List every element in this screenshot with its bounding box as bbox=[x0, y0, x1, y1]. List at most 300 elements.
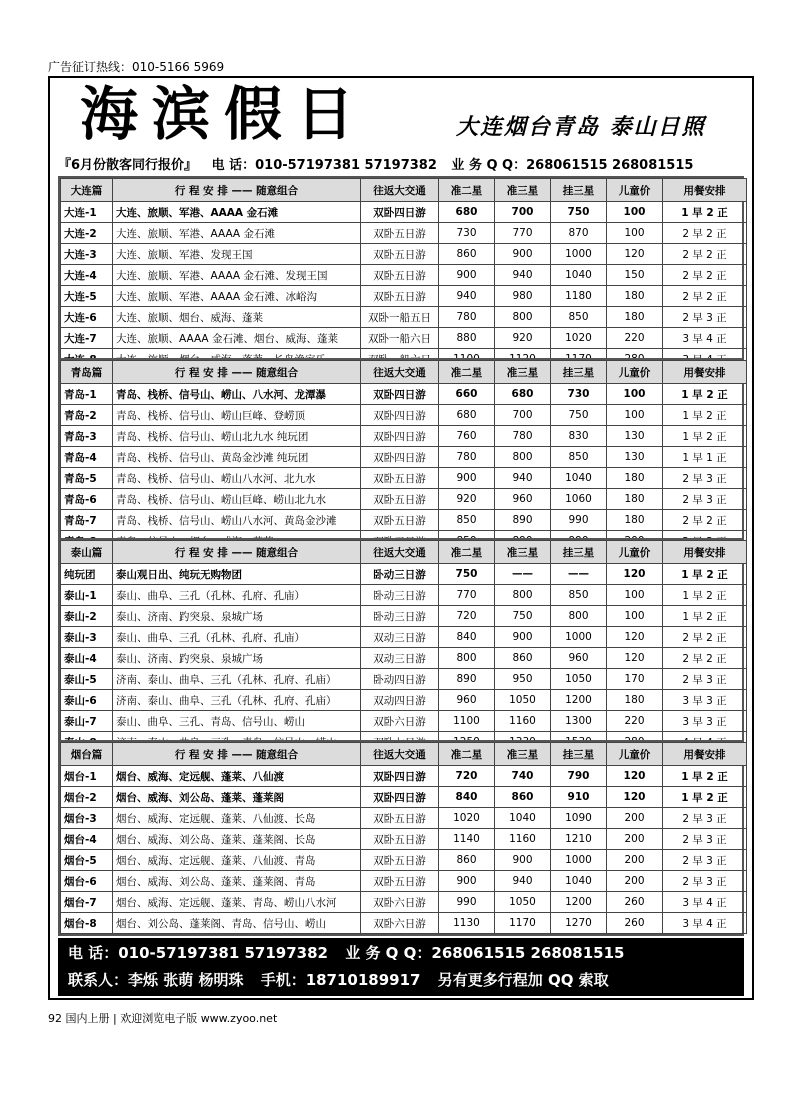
contact-line-1 bbox=[68, 940, 734, 967]
route-code: 大连-6 bbox=[61, 307, 113, 328]
table-row bbox=[61, 892, 747, 913]
table-row bbox=[61, 405, 747, 426]
price-star3: 780 bbox=[495, 426, 551, 447]
transport-cell: 双卧五日游 bbox=[361, 510, 439, 531]
route-cell: 泰山、济南、趵突泉、泉城广场 bbox=[113, 648, 361, 669]
price-star3b: 1060 bbox=[551, 489, 607, 510]
child-price: 120 bbox=[607, 244, 663, 265]
meals-cell: 2 早 3 正 bbox=[663, 307, 747, 328]
meals-cell: 2 早 2 正 bbox=[663, 223, 747, 244]
child-price: 120 bbox=[607, 648, 663, 669]
transport-header: 往返大交通 bbox=[361, 361, 439, 384]
section-title: 青岛篇 bbox=[61, 361, 113, 384]
route-cell: 青岛、栈桥、信号山、黄岛金沙滩 纯玩团 bbox=[113, 447, 361, 468]
meals-cell: 1 早 2 正 bbox=[663, 766, 747, 787]
star3b-header: 挂三星 bbox=[551, 541, 607, 564]
meals-header: 用餐安排 bbox=[663, 541, 747, 564]
headline-label: 『6月份散客同行报价』 bbox=[58, 158, 198, 173]
meals-cell: 3 早 3 正 bbox=[663, 690, 747, 711]
table-row bbox=[61, 585, 747, 606]
section-title: 大连篇 bbox=[61, 179, 113, 202]
page-footer: 92 国内上册 | 欢迎浏览电子版 www.zyoo.net bbox=[48, 1012, 278, 1025]
transport-cell: 双卧五日游 bbox=[361, 223, 439, 244]
price-star3b: 1200 bbox=[551, 892, 607, 913]
price-star3: 920 bbox=[495, 328, 551, 349]
transport-cell: 双卧四日游 bbox=[361, 426, 439, 447]
route-cell: 泰山、曲阜、三孔（孔林、孔府、孔庙） bbox=[113, 585, 361, 606]
route-cell: 大连、旅顺、军港、AAAA 金石滩 bbox=[113, 223, 361, 244]
transport-header: 往返大交通 bbox=[361, 743, 439, 766]
price-star3b: 1040 bbox=[551, 265, 607, 286]
price-star3: 900 bbox=[495, 627, 551, 648]
table-row bbox=[61, 328, 747, 349]
child-price: 100 bbox=[607, 202, 663, 223]
price-star2: 880 bbox=[439, 328, 495, 349]
price-star3: 700 bbox=[495, 202, 551, 223]
route-cell: 青岛、栈桥、信号山、崂山八水河、黄岛金沙滩 bbox=[113, 510, 361, 531]
route-code: 泰山-1 bbox=[61, 585, 113, 606]
meals-cell: 1 早 1 正 bbox=[663, 447, 747, 468]
meals-cell: 2 早 2 正 bbox=[663, 648, 747, 669]
route-code: 烟台-7 bbox=[61, 892, 113, 913]
price-star3b: 750 bbox=[551, 202, 607, 223]
route-cell: 大连、旅顺、军港、AAAA 金石滩 bbox=[113, 202, 361, 223]
child-price: 100 bbox=[607, 606, 663, 627]
price-star2: 1100 bbox=[439, 711, 495, 732]
table-row bbox=[61, 808, 747, 829]
child-price: 120 bbox=[607, 766, 663, 787]
price-star3b: 870 bbox=[551, 223, 607, 244]
route-cell: 青岛、栈桥、信号山、崂山、八水河、龙潭瀑 bbox=[113, 384, 361, 405]
price-star2: 760 bbox=[439, 426, 495, 447]
child-price: 100 bbox=[607, 223, 663, 244]
table-row bbox=[61, 265, 747, 286]
price-star3b: 990 bbox=[551, 510, 607, 531]
route-cell: 青岛、栈桥、信号山、崂山八水河、北九水 bbox=[113, 468, 361, 489]
meals-cell: 2 早 3 正 bbox=[663, 829, 747, 850]
transport-cell: 双动三日游 bbox=[361, 627, 439, 648]
route-cell: 烟台、威海、定远舰、蓬莱、青岛、崂山八水河 bbox=[113, 892, 361, 913]
child-price: 180 bbox=[607, 286, 663, 307]
meals-cell: 1 早 2 正 bbox=[663, 787, 747, 808]
transport-cell: 双卧四日游 bbox=[361, 787, 439, 808]
table-row bbox=[61, 850, 747, 871]
price-star3: 800 bbox=[495, 585, 551, 606]
table-row bbox=[61, 690, 747, 711]
ad-hotline: 广告征订热线：010-5166 5969 bbox=[48, 60, 225, 74]
price-star3: 900 bbox=[495, 244, 551, 265]
price-star3: 940 bbox=[495, 468, 551, 489]
price-star2: 860 bbox=[439, 244, 495, 265]
price-star2: 890 bbox=[439, 669, 495, 690]
contact-bar bbox=[58, 938, 744, 996]
price-star2: 780 bbox=[439, 447, 495, 468]
transport-header: 往返大交通 bbox=[361, 179, 439, 202]
transport-cell: 双卧五日游 bbox=[361, 489, 439, 510]
price-star2: 770 bbox=[439, 585, 495, 606]
transport-header: 往返大交通 bbox=[361, 541, 439, 564]
route-code: 烟台-1 bbox=[61, 766, 113, 787]
transport-cell: 卧动三日游 bbox=[361, 564, 439, 585]
price-star3: 800 bbox=[495, 307, 551, 328]
headline-phone: 电 话：010-57197381 57197382 bbox=[211, 158, 437, 173]
transport-cell: 卧动四日游 bbox=[361, 669, 439, 690]
contact-qq: 业 务 Q Q：268061515 268081515 bbox=[345, 944, 625, 962]
route-code: 大连-5 bbox=[61, 286, 113, 307]
route-cell: 泰山、曲阜、三孔、青岛、信号山、崂山 bbox=[113, 711, 361, 732]
price-star3b: 850 bbox=[551, 307, 607, 328]
child-price: 150 bbox=[607, 265, 663, 286]
itinerary-header: 行 程 安 排 —— 随意组合 bbox=[113, 743, 361, 766]
price-star2: 730 bbox=[439, 223, 495, 244]
table-row bbox=[61, 426, 747, 447]
route-code: 大连-2 bbox=[61, 223, 113, 244]
route-code: 大连-3 bbox=[61, 244, 113, 265]
price-table bbox=[60, 742, 747, 934]
route-cell: 烟台、威海、刘公岛、蓬莱、蓬莱阁、青岛 bbox=[113, 871, 361, 892]
table-row bbox=[61, 648, 747, 669]
contact-phone: 电 话：010-57197381 57197382 bbox=[68, 944, 328, 962]
route-code: 烟台-6 bbox=[61, 871, 113, 892]
price-star3: 1050 bbox=[495, 892, 551, 913]
price-table bbox=[60, 540, 747, 753]
route-cell: 济南、泰山、曲阜、三孔（孔林、孔府、孔庙） bbox=[113, 669, 361, 690]
price-star3b: 1020 bbox=[551, 328, 607, 349]
table-row bbox=[61, 244, 747, 265]
child-price: 180 bbox=[607, 510, 663, 531]
route-cell: 大连、旅顺、AAAA 金石滩、烟台、威海、蓬莱 bbox=[113, 328, 361, 349]
price-star2: 1140 bbox=[439, 829, 495, 850]
headline bbox=[58, 154, 703, 173]
transport-cell: 卧动三日游 bbox=[361, 606, 439, 627]
transport-cell: 双卧六日游 bbox=[361, 711, 439, 732]
price-star3: 860 bbox=[495, 648, 551, 669]
price-star3b: 1270 bbox=[551, 913, 607, 934]
table-row bbox=[61, 489, 747, 510]
route-code: 青岛-6 bbox=[61, 489, 113, 510]
table-row bbox=[61, 606, 747, 627]
transport-cell: 双动三日游 bbox=[361, 648, 439, 669]
price-star2: 840 bbox=[439, 627, 495, 648]
star2-header: 准二星 bbox=[439, 179, 495, 202]
itinerary-header: 行 程 安 排 —— 随意组合 bbox=[113, 541, 361, 564]
price-star3b: 1050 bbox=[551, 669, 607, 690]
child-header: 儿童价 bbox=[607, 541, 663, 564]
price-star2: 960 bbox=[439, 690, 495, 711]
meals-cell: 2 早 3 正 bbox=[663, 871, 747, 892]
meals-cell: 2 早 3 正 bbox=[663, 468, 747, 489]
meals-header: 用餐安排 bbox=[663, 361, 747, 384]
meals-cell: 3 早 4 正 bbox=[663, 913, 747, 934]
transport-cell: 双卧五日游 bbox=[361, 265, 439, 286]
price-star2: 940 bbox=[439, 286, 495, 307]
star3b-header: 挂三星 bbox=[551, 179, 607, 202]
table-row bbox=[61, 447, 747, 468]
transport-cell: 双卧五日游 bbox=[361, 871, 439, 892]
price-star2: 1020 bbox=[439, 808, 495, 829]
route-cell: 青岛、栈桥、信号山、崂山巨峰、崂山北九水 bbox=[113, 489, 361, 510]
price-star2: 680 bbox=[439, 202, 495, 223]
price-star2: 720 bbox=[439, 606, 495, 627]
price-star3b: 850 bbox=[551, 585, 607, 606]
meals-cell: 1 早 2 正 bbox=[663, 426, 747, 447]
section-table bbox=[58, 740, 744, 936]
child-price: 100 bbox=[607, 405, 663, 426]
route-code: 大连-7 bbox=[61, 328, 113, 349]
table-row bbox=[61, 871, 747, 892]
meals-cell: 2 早 3 正 bbox=[663, 489, 747, 510]
table-row bbox=[61, 669, 747, 690]
price-star3: 960 bbox=[495, 489, 551, 510]
price-star3: 940 bbox=[495, 871, 551, 892]
child-price: 120 bbox=[607, 564, 663, 585]
meals-cell: 1 早 2 正 bbox=[663, 202, 747, 223]
brand-subtitle: 大连烟台青岛 泰山日照 bbox=[456, 114, 706, 140]
meals-cell: 3 早 3 正 bbox=[663, 711, 747, 732]
contact-line-2 bbox=[68, 967, 734, 994]
transport-cell: 双卧五日游 bbox=[361, 808, 439, 829]
price-star3: 860 bbox=[495, 787, 551, 808]
star3-header: 准三星 bbox=[495, 541, 551, 564]
meals-cell: 2 早 3 正 bbox=[663, 669, 747, 690]
price-star3: 1040 bbox=[495, 808, 551, 829]
price-star3: 700 bbox=[495, 405, 551, 426]
section-table bbox=[58, 176, 744, 372]
section-table bbox=[58, 358, 744, 554]
brand-title: 海滨假日 bbox=[80, 80, 369, 148]
route-cell: 烟台、刘公岛、蓬莱阁、青岛、信号山、崂山 bbox=[113, 913, 361, 934]
meals-cell: 3 早 4 正 bbox=[663, 328, 747, 349]
route-cell: 大连、旅顺、军港、AAAA 金石滩、发现王国 bbox=[113, 265, 361, 286]
child-price: 100 bbox=[607, 384, 663, 405]
table-row bbox=[61, 468, 747, 489]
meals-cell: 2 早 3 正 bbox=[663, 850, 747, 871]
route-code: 烟台-4 bbox=[61, 829, 113, 850]
route-cell: 大连、旅顺、烟台、威海、蓬莱 bbox=[113, 307, 361, 328]
transport-cell: 双卧四日游 bbox=[361, 202, 439, 223]
child-price: 220 bbox=[607, 711, 663, 732]
route-code: 烟台-5 bbox=[61, 850, 113, 871]
price-star3b: 1180 bbox=[551, 286, 607, 307]
price-star3: 890 bbox=[495, 510, 551, 531]
child-price: 220 bbox=[607, 328, 663, 349]
price-star3: 1160 bbox=[495, 711, 551, 732]
route-cell: 泰山、曲阜、三孔（孔林、孔府、孔庙） bbox=[113, 627, 361, 648]
price-star3: 1170 bbox=[495, 913, 551, 934]
meals-header: 用餐安排 bbox=[663, 743, 747, 766]
price-star3b: 1200 bbox=[551, 690, 607, 711]
price-star2: 720 bbox=[439, 766, 495, 787]
child-price: 100 bbox=[607, 585, 663, 606]
transport-cell: 双卧四日游 bbox=[361, 405, 439, 426]
contact-more: 另有更多行程加 QQ 索取 bbox=[437, 971, 609, 989]
transport-cell: 双卧五日游 bbox=[361, 850, 439, 871]
price-star2: 800 bbox=[439, 648, 495, 669]
price-table bbox=[60, 178, 747, 370]
price-star3b: 800 bbox=[551, 606, 607, 627]
route-code: 大连-4 bbox=[61, 265, 113, 286]
price-star3b: 1300 bbox=[551, 711, 607, 732]
route-code: 青岛-5 bbox=[61, 468, 113, 489]
price-star3b: 750 bbox=[551, 405, 607, 426]
price-star3: 980 bbox=[495, 286, 551, 307]
route-code: 烟台-8 bbox=[61, 913, 113, 934]
table-row bbox=[61, 564, 747, 585]
price-star3b: 730 bbox=[551, 384, 607, 405]
route-code: 泰山-3 bbox=[61, 627, 113, 648]
transport-cell: 卧动三日游 bbox=[361, 585, 439, 606]
meals-cell: 1 早 2 正 bbox=[663, 564, 747, 585]
table-row bbox=[61, 384, 747, 405]
transport-cell: 双卧一船五日 bbox=[361, 307, 439, 328]
route-code: 泰山-4 bbox=[61, 648, 113, 669]
child-price: 120 bbox=[607, 787, 663, 808]
child-price: 180 bbox=[607, 468, 663, 489]
price-star3b: 910 bbox=[551, 787, 607, 808]
child-price: 170 bbox=[607, 669, 663, 690]
route-cell: 烟台、威海、刘公岛、蓬莱、蓬莱阁 bbox=[113, 787, 361, 808]
price-star3b: 790 bbox=[551, 766, 607, 787]
child-price: 130 bbox=[607, 426, 663, 447]
route-cell: 泰山、济南、趵突泉、泉城广场 bbox=[113, 606, 361, 627]
route-code: 烟台-2 bbox=[61, 787, 113, 808]
transport-cell: 双动四日游 bbox=[361, 690, 439, 711]
table-header-row bbox=[61, 179, 747, 202]
itinerary-header: 行 程 安 排 —— 随意组合 bbox=[113, 361, 361, 384]
table-row bbox=[61, 766, 747, 787]
meals-cell: 2 早 3 正 bbox=[663, 808, 747, 829]
price-star2: 900 bbox=[439, 871, 495, 892]
price-star3: 740 bbox=[495, 766, 551, 787]
contact-mobile: 手机：18710189917 bbox=[260, 971, 421, 989]
route-cell: 青岛、栈桥、信号山、崂山巨峰、登崂顶 bbox=[113, 405, 361, 426]
route-code: 青岛-2 bbox=[61, 405, 113, 426]
price-star3b: 1040 bbox=[551, 468, 607, 489]
transport-cell: 双卧一船六日 bbox=[361, 328, 439, 349]
transport-cell: 双卧四日游 bbox=[361, 447, 439, 468]
route-cell: 烟台、威海、刘公岛、蓬莱、蓬莱阁、长岛 bbox=[113, 829, 361, 850]
price-star2: 850 bbox=[439, 510, 495, 531]
child-price: 200 bbox=[607, 850, 663, 871]
route-code: 泰山-5 bbox=[61, 669, 113, 690]
meals-cell: 2 早 2 正 bbox=[663, 286, 747, 307]
price-star3b: 1000 bbox=[551, 850, 607, 871]
transport-cell: 双卧四日游 bbox=[361, 766, 439, 787]
star2-header: 准二星 bbox=[439, 361, 495, 384]
star3-header: 准三星 bbox=[495, 743, 551, 766]
child-price: 130 bbox=[607, 447, 663, 468]
contact-people: 联系人：李烁 张萌 杨明珠 bbox=[68, 971, 244, 989]
price-star3b: 850 bbox=[551, 447, 607, 468]
star3-header: 准三星 bbox=[495, 179, 551, 202]
price-star3b: 1000 bbox=[551, 627, 607, 648]
price-star3: 940 bbox=[495, 265, 551, 286]
transport-cell: 双卧六日游 bbox=[361, 913, 439, 934]
price-star3: 1050 bbox=[495, 690, 551, 711]
price-star3b: 1090 bbox=[551, 808, 607, 829]
route-code: 纯玩团 bbox=[61, 564, 113, 585]
meals-cell: 1 早 2 正 bbox=[663, 405, 747, 426]
meals-cell: 2 早 2 正 bbox=[663, 627, 747, 648]
child-price: 200 bbox=[607, 829, 663, 850]
price-star3: 950 bbox=[495, 669, 551, 690]
star3b-header: 挂三星 bbox=[551, 743, 607, 766]
transport-cell: 双卧五日游 bbox=[361, 286, 439, 307]
route-cell: 泰山观日出、纯玩无购物团 bbox=[113, 564, 361, 585]
route-code: 泰山-2 bbox=[61, 606, 113, 627]
meals-cell: 1 早 2 正 bbox=[663, 384, 747, 405]
price-star2: 750 bbox=[439, 564, 495, 585]
route-code: 烟台-3 bbox=[61, 808, 113, 829]
table-header-row bbox=[61, 743, 747, 766]
star2-header: 准二星 bbox=[439, 541, 495, 564]
price-star3b: 1000 bbox=[551, 244, 607, 265]
child-price: 200 bbox=[607, 808, 663, 829]
meals-cell: 2 早 2 正 bbox=[663, 265, 747, 286]
price-star3: 680 bbox=[495, 384, 551, 405]
route-code: 大连-1 bbox=[61, 202, 113, 223]
table-header-row bbox=[61, 541, 747, 564]
price-table bbox=[60, 360, 747, 552]
itinerary-header: 行 程 安 排 —— 随意组合 bbox=[113, 179, 361, 202]
child-header: 儿童价 bbox=[607, 179, 663, 202]
transport-cell: 双卧五日游 bbox=[361, 468, 439, 489]
price-star3b: 1210 bbox=[551, 829, 607, 850]
section-title: 泰山篇 bbox=[61, 541, 113, 564]
table-row bbox=[61, 829, 747, 850]
price-star3: 800 bbox=[495, 447, 551, 468]
transport-cell: 双卧六日游 bbox=[361, 892, 439, 913]
star3-header: 准三星 bbox=[495, 361, 551, 384]
route-code: 泰山-6 bbox=[61, 690, 113, 711]
price-star3: 1160 bbox=[495, 829, 551, 850]
child-price: 260 bbox=[607, 892, 663, 913]
child-price: 260 bbox=[607, 913, 663, 934]
table-row bbox=[61, 202, 747, 223]
table-row bbox=[61, 787, 747, 808]
route-cell: 烟台、威海、定远舰、蓬莱、八仙渡、青岛 bbox=[113, 850, 361, 871]
section-title: 烟台篇 bbox=[61, 743, 113, 766]
transport-cell: 双卧五日游 bbox=[361, 829, 439, 850]
table-row bbox=[61, 223, 747, 244]
meals-cell: 3 早 4 正 bbox=[663, 892, 747, 913]
price-star3: 770 bbox=[495, 223, 551, 244]
section-table bbox=[58, 538, 744, 755]
meals-header: 用餐安排 bbox=[663, 179, 747, 202]
price-star2: 780 bbox=[439, 307, 495, 328]
price-star2: 840 bbox=[439, 787, 495, 808]
star3b-header: 挂三星 bbox=[551, 361, 607, 384]
route-code: 青岛-4 bbox=[61, 447, 113, 468]
table-row bbox=[61, 510, 747, 531]
child-price: 180 bbox=[607, 489, 663, 510]
table-row bbox=[61, 627, 747, 648]
price-star3: —— bbox=[495, 564, 551, 585]
child-price: 120 bbox=[607, 627, 663, 648]
child-header: 儿童价 bbox=[607, 361, 663, 384]
price-star3b: —— bbox=[551, 564, 607, 585]
child-price: 180 bbox=[607, 690, 663, 711]
meals-cell: 2 早 2 正 bbox=[663, 244, 747, 265]
child-header: 儿童价 bbox=[607, 743, 663, 766]
transport-cell: 双卧四日游 bbox=[361, 384, 439, 405]
table-row bbox=[61, 307, 747, 328]
table-row bbox=[61, 286, 747, 307]
route-code: 青岛-7 bbox=[61, 510, 113, 531]
route-cell: 大连、旅顺、军港、发现王国 bbox=[113, 244, 361, 265]
child-price: 180 bbox=[607, 307, 663, 328]
price-star2: 990 bbox=[439, 892, 495, 913]
